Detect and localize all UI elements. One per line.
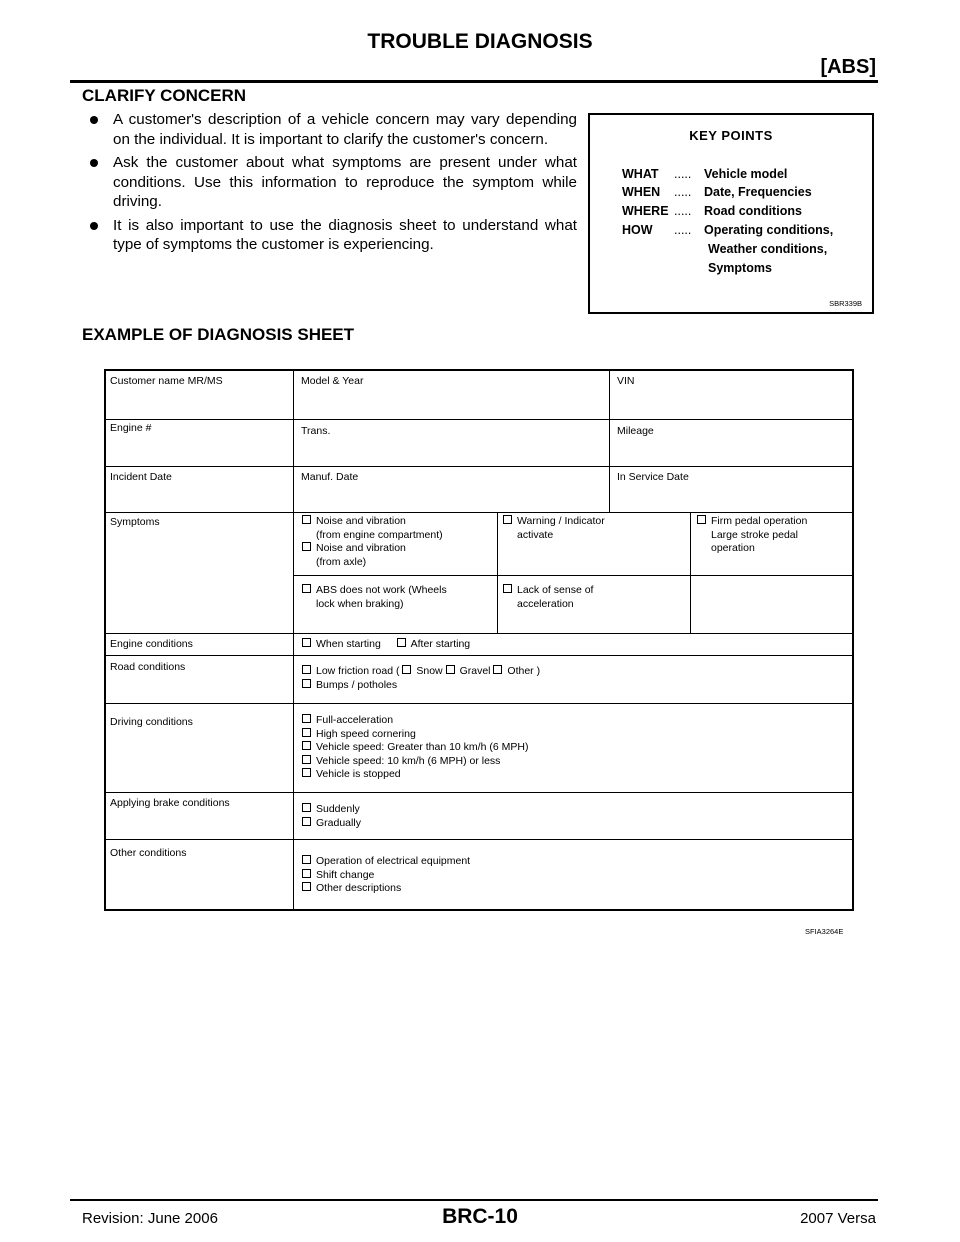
checkbox[interactable] [302,768,311,777]
option-label: Vehicle is stopped [316,768,401,780]
label-manuf-date: Manuf. Date [301,471,359,483]
option-label: Firm pedal operation [711,515,808,527]
checkbox[interactable] [302,869,311,878]
symptom-abs-not-work [302,584,447,611]
col-divider [690,512,691,633]
checkbox[interactable] [402,665,411,674]
option-label: Full-acceleration [316,714,394,726]
driving-condition-options [302,714,528,782]
checkbox[interactable] [302,584,311,593]
option-label: Bumps / potholes [316,678,398,691]
footer-rule [70,1199,878,1201]
bullet-dot-icon [90,222,98,230]
row-divider [106,419,852,420]
label-customer-name: Customer name MR/MS [110,375,223,387]
option-label: Large stroke pedal [711,528,798,541]
symptom-lack-acceleration [503,584,593,611]
figure-code: SFIA3264E [805,927,844,936]
bullet-dot-icon [90,159,98,167]
checkbox[interactable] [302,728,311,737]
key-dots: ..... [674,204,692,218]
key-point-how-cont: Symptoms [708,261,772,275]
key-points-title: KEY POINTS [689,128,773,143]
footer-revision: Revision: June 2006 [82,1210,218,1227]
key-dots: ..... [674,167,692,181]
option-label: When starting [316,638,381,650]
option-label: Vehicle speed: 10 km/h (6 MPH) or less [316,754,501,767]
checkbox[interactable] [302,679,311,688]
checkbox[interactable] [302,542,311,551]
symptom-warning-indicator [503,515,605,542]
col-divider [609,371,610,512]
option-label: Low friction road ( [316,665,400,677]
key-label: WHEN [622,185,661,199]
key-point-when [622,185,812,199]
key-label: WHAT [622,167,659,181]
option-label: (from engine compartment) [316,528,443,541]
label-road-conditions: Road conditions [110,661,186,673]
row-divider [106,633,852,634]
checkbox[interactable] [302,638,311,647]
symptom-pedal-operation [697,515,807,556]
option-label: After starting [410,638,471,650]
page-number: BRC-10 [442,1205,518,1228]
footer-model: 2007 Versa [800,1210,876,1227]
checkbox[interactable] [302,741,311,750]
row-divider [106,839,852,840]
option-label: Other descriptions [316,882,402,894]
option-label: Noise and vibration [316,542,406,554]
label-incident-date: Incident Date [110,471,172,483]
diagnosis-sheet-table [104,369,854,911]
label-other-conditions: Other conditions [110,847,187,859]
key-point-where [622,204,802,218]
checkbox[interactable] [302,665,311,674]
bullet-text: Ask the customer about what symptoms are present under what conditions. Use this information to reproduce the symptom while driving. [113,154,577,210]
key-label: WHERE [622,204,669,218]
option-label: activate [517,528,554,541]
checkbox[interactable] [302,882,311,891]
label-vin: VIN [617,375,635,387]
key-value: Vehicle model [704,167,788,181]
option-label: Warning / Indicator [517,515,605,527]
label-trans: Trans. [301,425,331,437]
col-divider [293,371,294,909]
clarify-concern-heading: CLARIFY CONCERN [82,86,247,105]
row-divider [106,512,852,513]
label-symptoms: Symptoms [110,516,160,528]
label-engine-number: Engine # [110,422,152,434]
row-divider [293,575,852,576]
option-label: operation [711,542,755,554]
bullet-item [88,153,577,212]
bullet-item [88,216,577,255]
key-value: Operating conditions, [704,223,834,237]
key-point-how [622,223,833,237]
label-brake-conditions: Applying brake conditions [110,797,230,809]
engine-condition-options [302,638,470,652]
checkbox[interactable] [503,515,512,524]
key-dots: ..... [674,223,692,237]
key-dots: ..... [674,185,692,199]
bullet-text: It is also important to use the diagnosis sheet to understand what type of symptoms the customer is experiencing. [113,216,577,253]
checkbox[interactable] [302,803,311,812]
option-label: Noise and vibration [316,515,406,527]
brake-condition-options [302,803,361,830]
bullet-item [88,110,577,149]
label-model-year: Model & Year [301,375,364,387]
option-label: Gravel [459,665,491,677]
row-divider [106,466,852,467]
symptom-noise-engine [302,515,443,569]
row-divider [106,792,852,793]
row-divider [106,655,852,656]
checkbox[interactable] [302,714,311,723]
label-engine-conditions: Engine conditions [110,638,193,650]
checkbox[interactable] [302,855,311,864]
option-label: Snow [416,665,443,677]
key-value: Road conditions [704,204,802,218]
option-label: High speed cornering [316,727,416,740]
section-tag: [ABS] [820,56,876,78]
page-title: TROUBLE DIAGNOSIS [367,30,593,53]
key-point-what [622,167,787,181]
row-divider [106,703,852,704]
checkbox[interactable] [503,584,512,593]
key-label: HOW [622,223,653,237]
label-mileage: Mileage [617,425,654,437]
checkbox[interactable] [302,515,311,524]
option-label: lock when braking) [316,597,404,610]
checkbox[interactable] [697,515,706,524]
checkbox[interactable] [302,755,311,764]
option-label: Suddenly [316,803,360,815]
key-points-box [588,113,874,314]
example-sheet-heading: EXAMPLE OF DIAGNOSIS SHEET [82,325,355,344]
checkbox[interactable] [446,665,455,674]
option-label: Gradually [316,816,361,829]
col-divider [497,512,498,633]
bullet-dot-icon [90,116,98,124]
key-value: Date, Frequencies [704,185,812,199]
checkbox[interactable] [302,817,311,826]
option-label: Other ) [507,665,541,677]
option-label: (from axle) [316,555,367,568]
other-condition-options [302,855,470,896]
bullet-text: A customer's description of a vehicle concern may vary depending on the individual. It is important to clarify the customer's concern. [113,111,577,148]
key-point-how-cont: Weather conditions, [708,242,828,256]
option-label: ABS does not work (Wheels [316,584,447,596]
option-label: Operation of electrical equipment [316,855,471,867]
checkbox[interactable] [397,638,406,647]
figure-code: SBR339B [829,299,862,308]
clarify-bullet-list [88,110,577,259]
option-label: acceleration [517,597,574,610]
header-rule [70,80,878,83]
option-label: Vehicle speed: Greater than 10 km/h (6 MPH) [316,741,529,753]
road-condition-options [302,665,540,692]
option-label: Shift change [316,868,375,881]
label-driving-conditions: Driving conditions [110,716,193,728]
checkbox[interactable] [493,665,502,674]
label-in-service-date: In Service Date [617,471,689,483]
option-label: Lack of sense of [517,584,594,596]
